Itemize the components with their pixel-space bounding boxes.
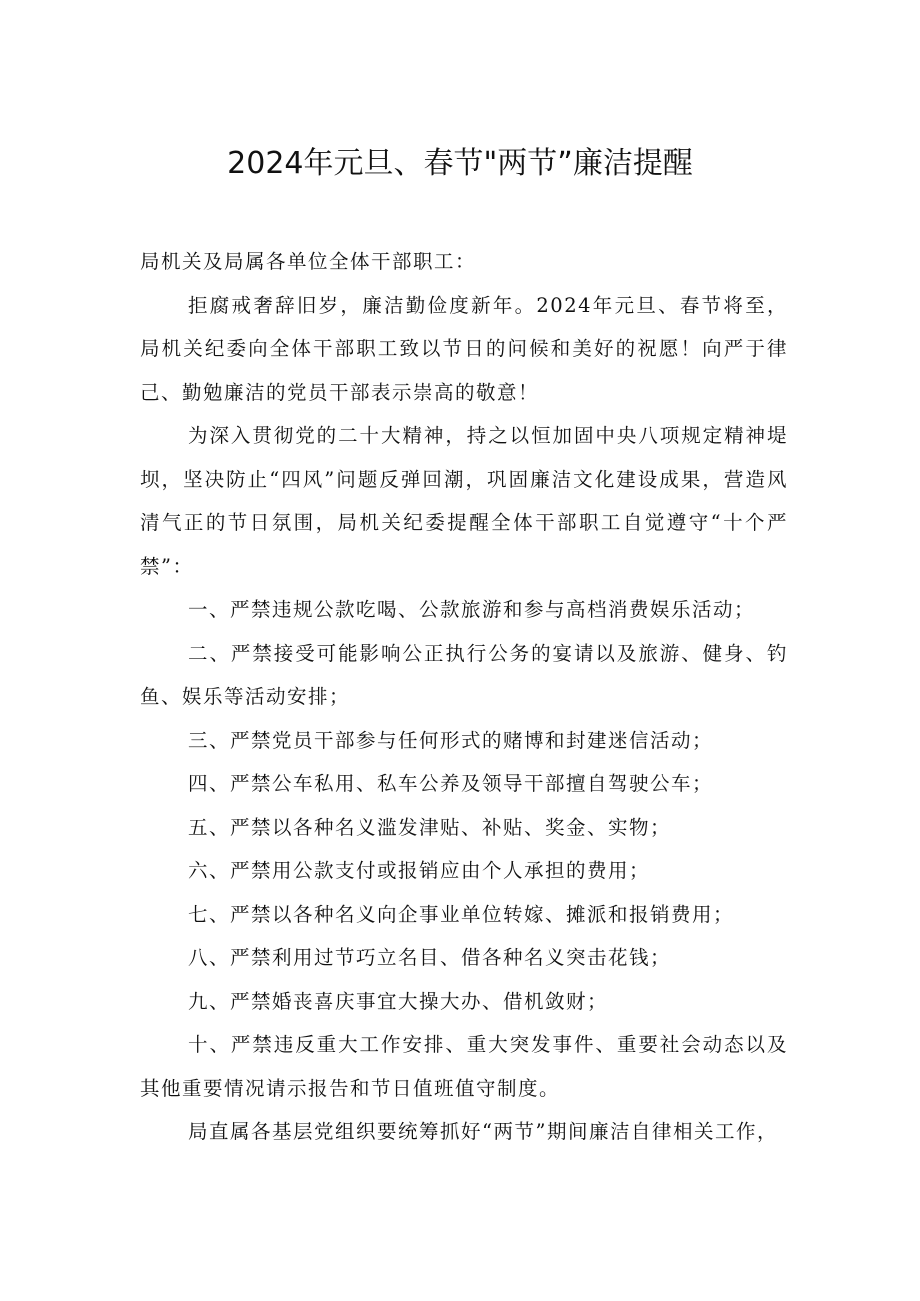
- prohibition-item-3: 三、严禁党员干部参与任何形式的赌博和封建迷信活动；: [188, 728, 714, 752]
- paragraph-intro: 拒腐戒奢辞旧岁，廉洁勤俭度新年。2024年元旦、春节将至，局机关纪委向全体干部职工致以节日的问候和美好的祝愿！向严于律己、勤勉廉洁的党员干部表示崇高的敬意！: [140, 293, 788, 404]
- salutation: 局机关及局属各单位全体干部职工：: [140, 250, 477, 273]
- prohibition-item-10: 十、严禁违反重大工作安排、重大突发事件、重要社会动态以及其他重要情况请示报告和节日值班值守制度。: [140, 1033, 788, 1100]
- prohibition-item-2: 二、严禁接受可能影响公正执行公务的宴请以及旅游、健身、钓鱼、娱乐等活动安排；: [140, 641, 788, 708]
- prohibition-item-8: 八、严禁利用过节巧立名目、借各种名义突击花钱；: [188, 946, 672, 969]
- prohibition-item-5: 五、严禁以各种名义滥发津贴、补贴、奖金、实物；: [188, 815, 672, 839]
- document-body: [140, 240, 788, 1154]
- paragraph-background: 为深入贯彻党的二十大精神，持之以恒加固中央八项规定精神堤坝，坚决防止“四风”问题反弹回潮，巩固廉洁文化建设成果，营造风清气正的节日氛围，局机关纪委提醒全体干部职工自觉遵守“十个严禁”：: [140, 424, 788, 578]
- prohibition-item-4: 四、严禁公车私用、私车公养及领导干部擅自驾驶公车；: [188, 772, 714, 795]
- prohibition-item-6: 六、严禁用公款支付或报销应由个人承担的费用；: [188, 859, 651, 882]
- prohibition-item-1: 一、严禁违规公款吃喝、公款旅游和参与高档消费娱乐活动；: [188, 598, 756, 621]
- closing-paragraph: 局直属各基层党组织要统筹抓好“两节”期间廉洁自律相关工作，: [188, 1120, 778, 1143]
- document-title: 2024年元旦、春节"两节”廉洁提醒: [227, 146, 693, 181]
- prohibition-item-7: 七、严禁以各种名义向企事业单位转嫁、摊派和报销费用；: [188, 902, 735, 926]
- prohibition-item-9: 九、严禁婚丧喜庆事宜大操大办、借机敛财；: [188, 989, 609, 1013]
